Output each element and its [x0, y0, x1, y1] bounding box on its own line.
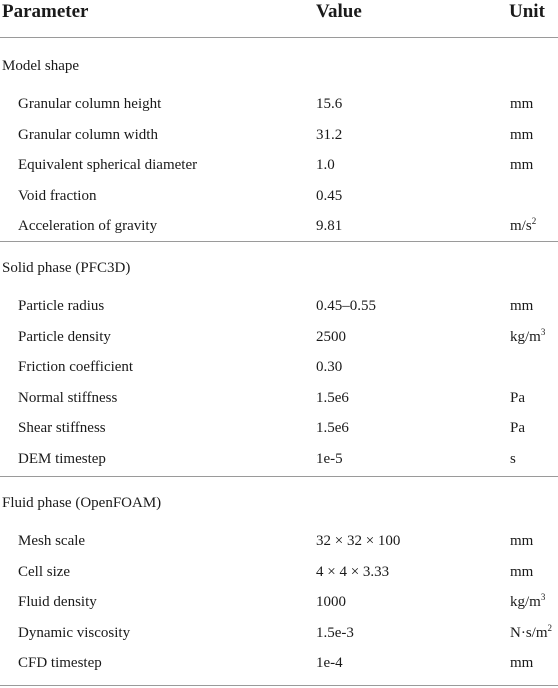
table-row [0, 448, 558, 478]
unit-base: mm [510, 126, 534, 143]
unit-base: Pa [510, 420, 525, 436]
parameter-value: 1e-5 [316, 450, 343, 467]
table-row [0, 93, 558, 123]
unit-superscript: 2 [531, 216, 537, 226]
parameter-value: 0.45–0.55 [316, 298, 376, 314]
parameter-name: Particle radius [18, 298, 105, 314]
parameter-name: Dynamic viscosity [18, 624, 131, 641]
parameter-unit [510, 93, 533, 115]
table-row [0, 591, 558, 621]
table-section [0, 240, 558, 477]
parameter-unit [510, 215, 536, 237]
table-row [0, 295, 558, 325]
parameter-unit [510, 295, 533, 317]
parameter-value: 0.45 [316, 187, 343, 204]
unit-base: Pa [510, 389, 525, 406]
parameter-value: 4 × 4 × 3.33 [316, 563, 390, 580]
parameter-value: 1.5e6 [316, 389, 349, 406]
unit-base: m/s [510, 218, 532, 234]
unit-superscript: 2 [547, 622, 552, 633]
parameter-name: DEM timestep [18, 450, 106, 467]
header-unit: Unit [509, 1, 545, 22]
parameter-name: Equivalent spherical diameter [18, 157, 198, 173]
parameter-value: 1.0 [316, 157, 335, 173]
parameter-unit [510, 448, 516, 470]
unit-base: mm [510, 655, 534, 671]
parameter-name: Shear stiffness [18, 420, 106, 436]
table-row [0, 622, 558, 652]
unit-base: kg/m [510, 594, 541, 610]
header-parameter: Parameter [2, 1, 89, 22]
table-row [0, 356, 558, 386]
table-row [0, 561, 558, 591]
parameter-name: Cell size [18, 563, 71, 580]
table-row [0, 185, 558, 215]
parameter-name: Friction coefficient [18, 359, 134, 375]
parameter-unit [510, 561, 533, 583]
table-row [0, 530, 558, 560]
parameter-unit [510, 154, 533, 176]
parameter-unit [510, 326, 545, 348]
parameter-value: 9.81 [316, 218, 343, 234]
section-title: Model shape [2, 58, 80, 74]
unit-base: mm [510, 563, 534, 580]
parameter-value: 1000 [316, 594, 346, 610]
parameter-unit [510, 652, 533, 674]
parameter-name: Acceleration of gravity [18, 218, 158, 234]
parameter-name: Granular column height [18, 96, 162, 112]
unit-base: s [510, 450, 516, 467]
parameter-value: 0.30 [316, 359, 343, 375]
table-row [0, 387, 558, 417]
parameter-value: 1e-4 [316, 655, 343, 671]
parameter-unit [510, 124, 533, 146]
table-row [0, 154, 558, 184]
parameter-value: 15.6 [316, 96, 343, 112]
parameter-unit [510, 591, 545, 613]
table-section [0, 38, 558, 242]
parameter-value: 1.5e6 [316, 420, 349, 436]
unit-base: mm [510, 96, 534, 112]
parameter-name: Normal stiffness [18, 389, 118, 406]
unit-base: N·s/m [510, 624, 548, 641]
parameter-name: Particle density [18, 328, 111, 345]
table-row [0, 417, 558, 447]
parameter-name: Mesh scale [18, 533, 86, 549]
unit-base: kg/m [510, 328, 541, 345]
unit-base: mm [510, 157, 534, 173]
parameter-value: 32 × 32 × 100 [316, 533, 401, 549]
table-row [0, 124, 558, 154]
parameter-name: Fluid density [18, 594, 97, 610]
unit-base: mm [510, 533, 534, 549]
table-section [0, 475, 558, 686]
parameter-name: Void fraction [18, 187, 97, 204]
unit-superscript: 3 [540, 592, 546, 602]
parameter-unit [510, 417, 525, 439]
parameter-value: 31.2 [316, 126, 343, 143]
parameter-unit [510, 387, 525, 409]
parameter-name: CFD timestep [18, 655, 102, 671]
parameter-unit [510, 530, 533, 552]
parameter-value: 2500 [316, 328, 346, 345]
parameter-unit [510, 622, 552, 644]
section-title: Fluid phase (OpenFOAM) [2, 495, 162, 511]
table-header [0, 0, 558, 38]
section-title: Solid phase (PFC3D) [2, 260, 131, 276]
parameter-value: 1.5e-3 [316, 624, 354, 641]
unit-superscript: 3 [540, 326, 546, 337]
table-row [0, 652, 558, 682]
unit-base: mm [510, 298, 534, 314]
header-value: Value [316, 1, 362, 22]
parameter-name: Granular column width [18, 126, 158, 143]
table-row [0, 326, 558, 356]
